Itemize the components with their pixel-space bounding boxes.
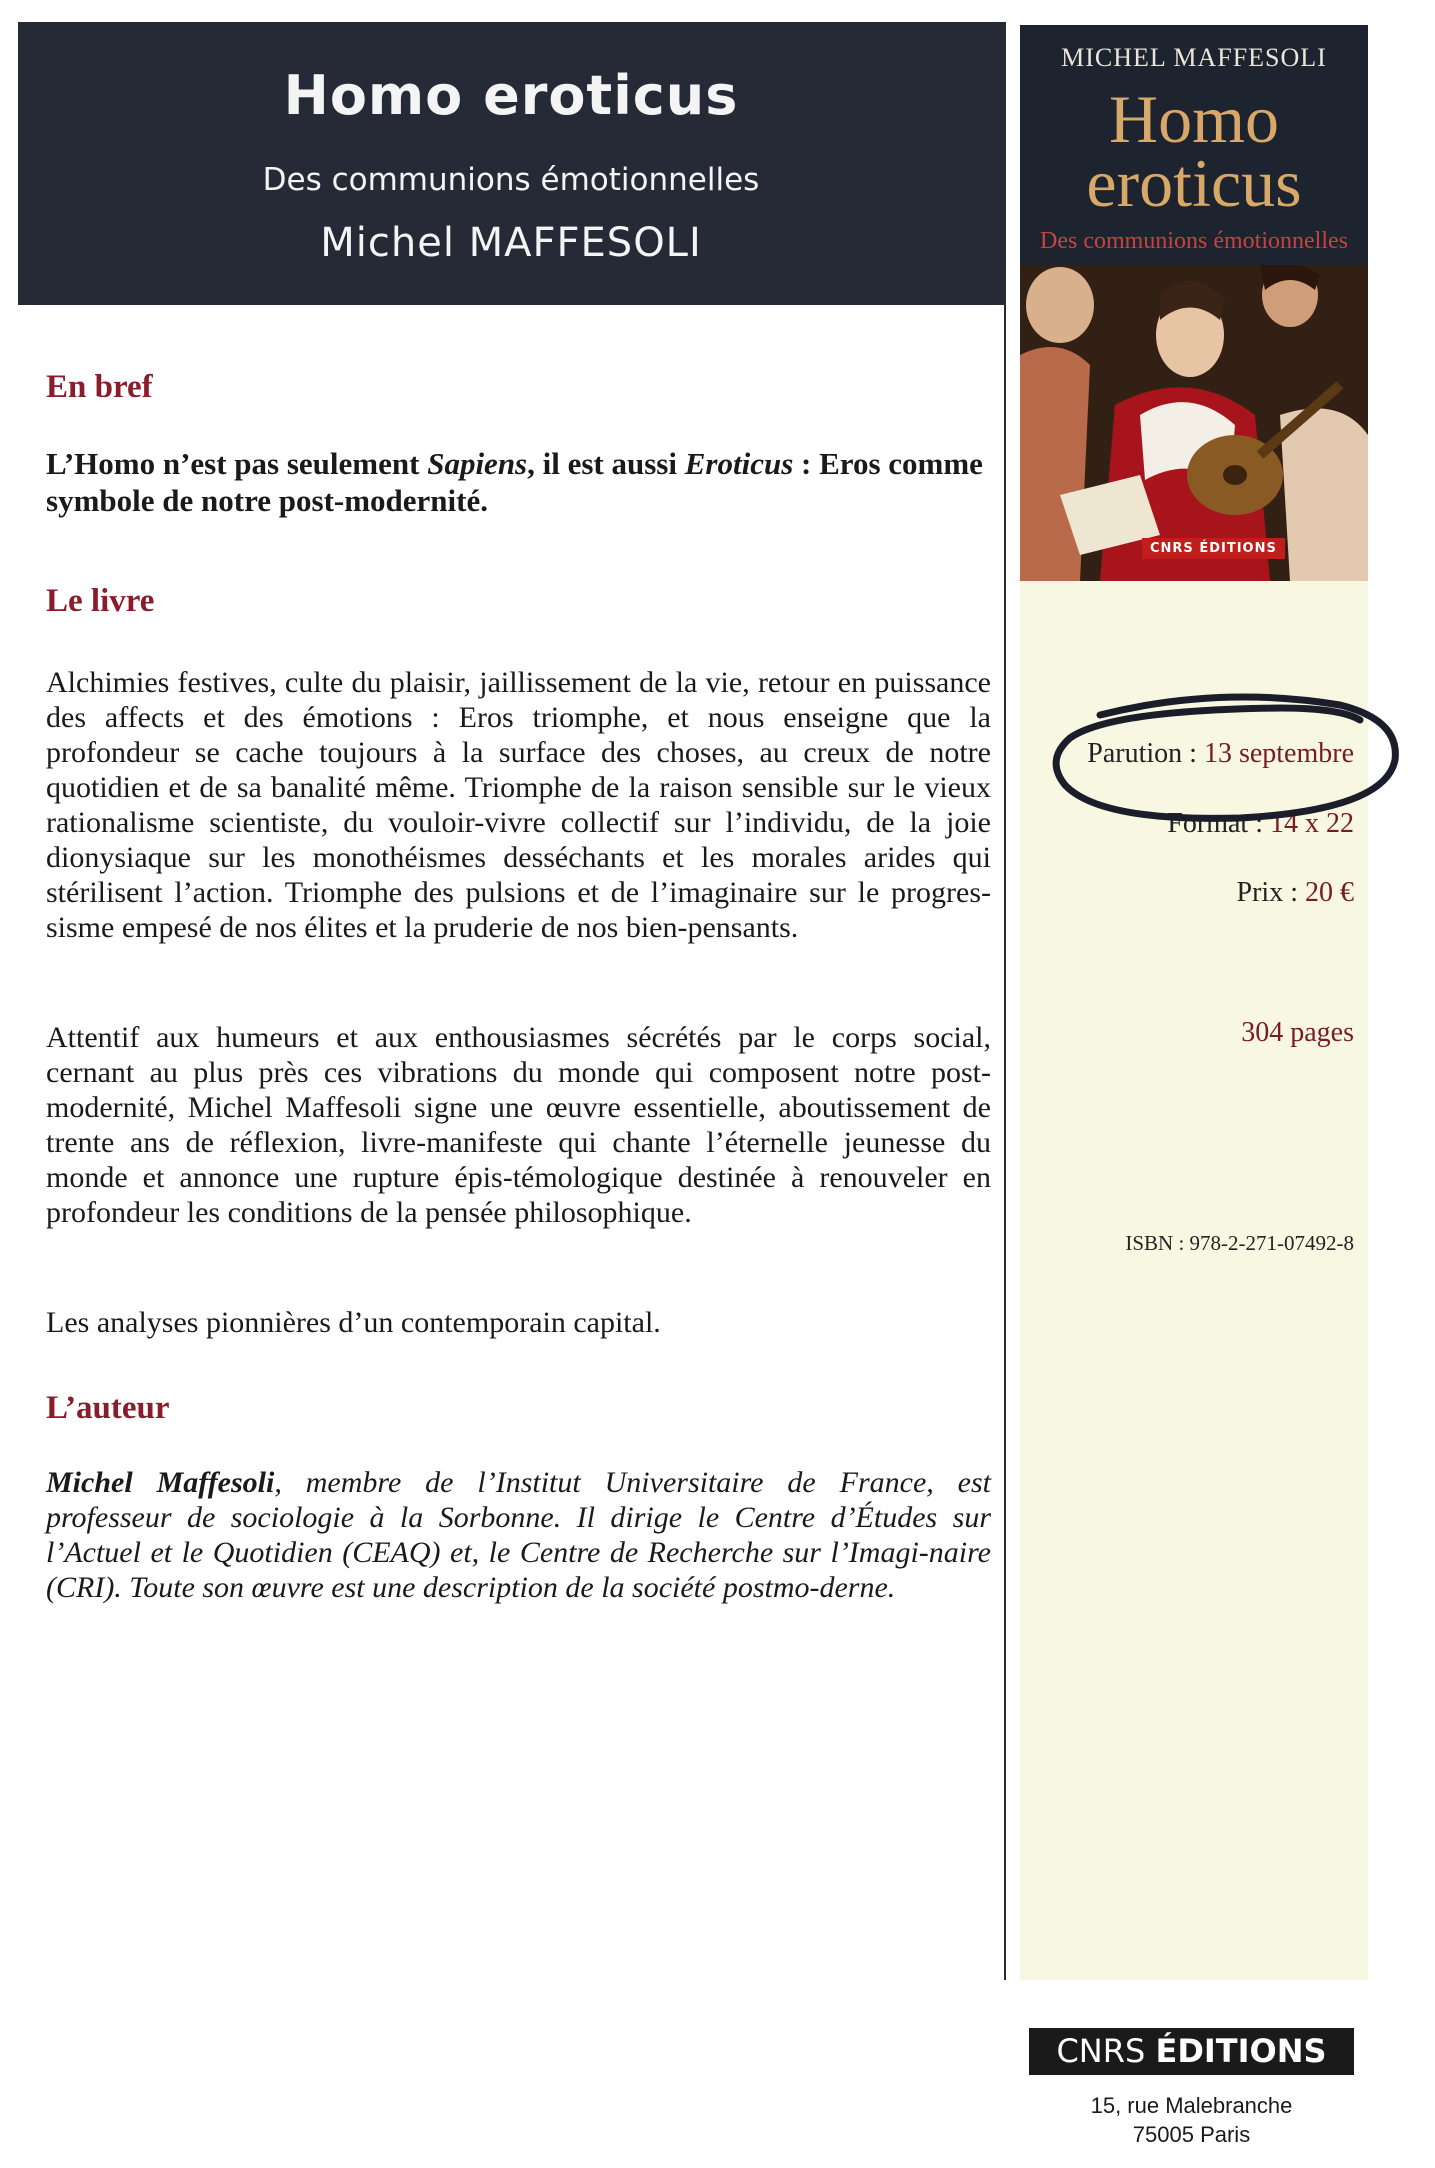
format-value: 14 x 22 bbox=[1270, 808, 1354, 839]
book-paragraph-1: Alchimies festives, culte du plaisir, jaillissement de la vie, retour en puissance des affects et des émotions : Eros triomphe, et nous enseigne que la profondeur se cache toujours à la surface des choses, au creux de notre quotidien et de sa banalité même. Triomphe de la raison sensible sur le vieux rationalisme scientiste, du vouloir-vivre collectif sur l’individu, de la joie dionysiaque sur les monothéismes desséchants et les morales arides qui stérilisent l’action. Triomphe des pulsions et de l’imaginaire sur le progres-sisme empesé de nos élites et la pruderie de nos bien-pensants. bbox=[46, 666, 991, 944]
book-subtitle: Des communions émotionnelles bbox=[262, 162, 760, 198]
cover-subtitle: Des communions émotionnelles bbox=[1040, 228, 1348, 254]
cover-title-line2: eroticus bbox=[1086, 145, 1302, 221]
title-banner bbox=[18, 22, 1004, 305]
hand-drawn-circle-mark bbox=[1040, 690, 1410, 825]
price-label: Prix : bbox=[1236, 877, 1305, 908]
brief-text bbox=[46, 445, 991, 519]
cover-title-line1: Homo bbox=[1109, 81, 1279, 157]
logo-bold: ÉDITIONS bbox=[1155, 2032, 1327, 2070]
book-paragraph-3: Les analyses pionnières d’un contemporain capital. bbox=[46, 1306, 661, 1339]
heading-book: Le livre bbox=[46, 583, 155, 619]
parution-value: 13 septembre bbox=[1203, 738, 1354, 769]
book-title: Homo eroticus bbox=[283, 64, 739, 127]
author-bio-text: , membre de l’Institut Universitaire de France, est professeur de sociologie à la Sorbonne. Il dirige le Centre d’Études sur l’Actuel et le Quotidien (CEAQ) et, le Centre de Recherche sur l’Imagi-naire (CRI). Toute son œuvre est une description de la société postmo-derne. bbox=[46, 1466, 991, 1604]
format-label: Format : bbox=[1167, 808, 1270, 839]
logo-light: CNRS bbox=[1056, 2032, 1156, 2070]
isbn: ISBN : 978-2-271-07492-8 bbox=[1125, 1231, 1354, 1255]
book-cover bbox=[1020, 25, 1368, 581]
brief-part1: L’Homo n’est pas seulement bbox=[46, 446, 428, 481]
price-row bbox=[1237, 877, 1354, 909]
cover-author: MICHEL MAFFESOLI bbox=[1061, 43, 1327, 72]
address-line-1: 15, rue Malebranche bbox=[1090, 2093, 1293, 2118]
address-line-2: 75005 Paris bbox=[1132, 2122, 1251, 2147]
author-bio bbox=[46, 1465, 991, 1605]
heading-brief: En bref bbox=[46, 369, 153, 405]
cover-title bbox=[1020, 81, 1368, 221]
brief-italic-eroticus: Eroticus bbox=[684, 446, 794, 481]
press-sheet bbox=[18, 22, 1006, 1980]
brief-italic-sapiens: Sapiens bbox=[427, 446, 528, 481]
parution-label: Parution : bbox=[1087, 738, 1204, 769]
cover-publisher-badge: CNRS ÉDITIONS bbox=[1142, 538, 1285, 559]
heading-author: L’auteur bbox=[46, 1390, 170, 1426]
publisher-logo bbox=[1029, 2028, 1354, 2075]
page-count: 304 pages bbox=[1241, 1017, 1354, 1048]
brief-part3: : Eros comme symbole de notre post-modernité. bbox=[46, 446, 983, 518]
price-value: 20 € bbox=[1305, 877, 1354, 908]
book-author: Michel MAFFESOLI bbox=[320, 220, 702, 266]
brief-part2: , il est aussi bbox=[527, 446, 685, 481]
cover-painting-illustration bbox=[1020, 265, 1368, 581]
book-paragraph-2: Attentif aux humeurs et aux enthousiasmes sécrétés par le corps social, cernant au plus près ces vibrations du monde qui composent notre post-modernité, Michel Maffesoli signe une œuvre essentielle, aboutissement de trente ans de réflexion, livre-manifeste qui chante l’éternelle jeunesse du monde et annonce une rupture épis-témologique destinée à renouveler en profondeur les conditions de la pensée philosophique. bbox=[46, 1021, 991, 1229]
author-bio-name: Michel Maffesoli bbox=[46, 1466, 275, 1499]
